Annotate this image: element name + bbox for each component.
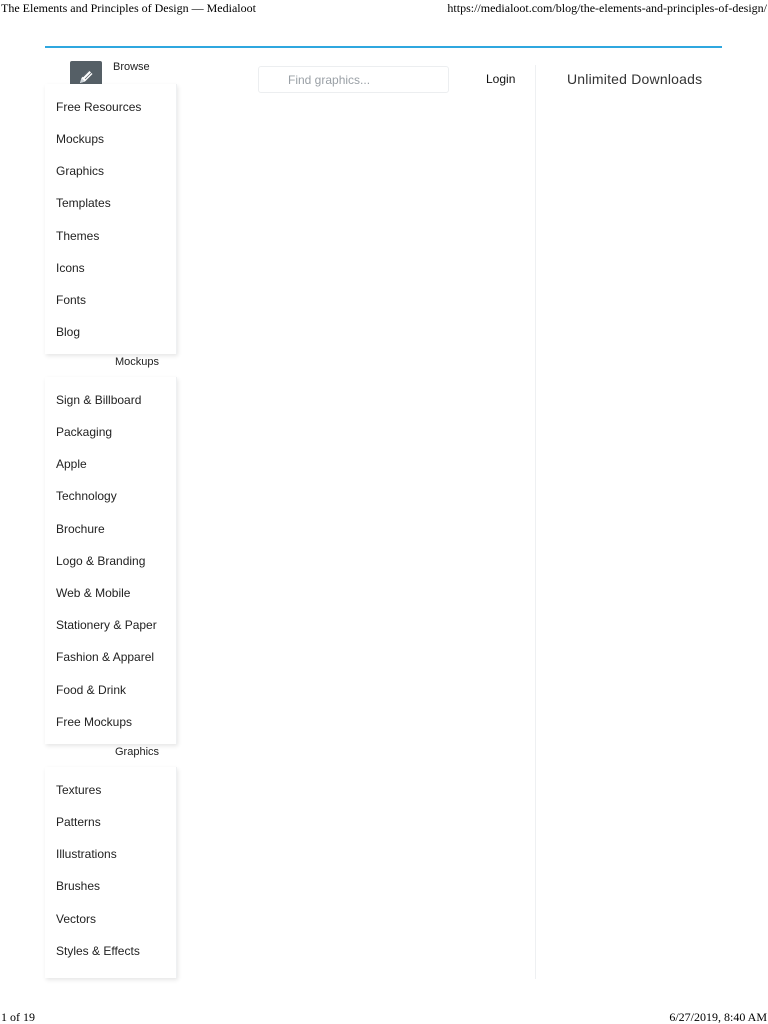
menu-item-web-mobile[interactable]: Web & Mobile xyxy=(56,586,131,600)
menu-item-blog[interactable]: Blog xyxy=(56,325,81,339)
menu-item-food-drink[interactable]: Food & Drink xyxy=(56,683,127,697)
header-accent-rule xyxy=(45,46,722,48)
menu-item-styles-effects[interactable]: Styles & Effects xyxy=(56,944,140,958)
menu-item-icons[interactable]: Icons xyxy=(56,261,85,275)
menu-item-mockups[interactable]: Mockups xyxy=(56,132,105,146)
menu-item-textures[interactable]: Textures xyxy=(56,783,102,797)
menu-item-brushes[interactable]: Brushes xyxy=(56,879,101,893)
menu-item-apple[interactable]: Apple xyxy=(56,457,87,471)
login-link[interactable]: Login xyxy=(486,72,516,86)
menu-item-illustrations[interactable]: Illustrations xyxy=(56,847,117,861)
menu-item-templates[interactable]: Templates xyxy=(56,196,111,210)
menu-item-fashion-apparel[interactable]: Fashion & Apparel xyxy=(56,650,155,664)
menu-item-sign-billboard[interactable]: Sign & Billboard xyxy=(56,393,142,407)
menu-item-themes[interactable]: Themes xyxy=(56,229,100,243)
print-page-title: The Elements and Principles of Design — Medialoot xyxy=(1,1,256,15)
menu-item-fonts[interactable]: Fonts xyxy=(56,293,87,307)
graphics-menu-panel xyxy=(45,767,177,978)
search-placeholder: Find graphics... xyxy=(288,72,371,87)
menu-item-logo-branding[interactable]: Logo & Branding xyxy=(56,554,146,568)
menu-item-free-mockups[interactable]: Free Mockups xyxy=(56,715,133,729)
graphics-section-label[interactable]: Graphics xyxy=(115,746,160,758)
menu-item-patterns[interactable]: Patterns xyxy=(56,815,101,829)
print-page-number: 1 of 19 xyxy=(1,1010,35,1024)
menu-item-stationery-paper[interactable]: Stationery & Paper xyxy=(56,618,157,632)
search-input[interactable] xyxy=(258,66,449,93)
menu-item-technology[interactable]: Technology xyxy=(56,489,117,503)
print-datetime: 6/27/2019, 8:40 AM xyxy=(669,1010,767,1024)
print-page-url: https://medialoot.com/blog/the-elements-and-principles-of-design/ xyxy=(447,1,767,15)
browse-menu-panel xyxy=(45,84,177,354)
menu-item-graphics[interactable]: Graphics xyxy=(56,164,105,178)
unlimited-downloads-link[interactable]: Unlimited Downloads xyxy=(567,71,703,87)
menu-item-brochure[interactable]: Brochure xyxy=(56,522,105,536)
mockups-menu-panel xyxy=(45,377,177,744)
menu-item-packaging[interactable]: Packaging xyxy=(56,425,113,439)
browse-menu-toggle[interactable]: Browse xyxy=(113,61,150,73)
menu-item-vectors[interactable]: Vectors xyxy=(56,912,97,926)
sidebar-divider xyxy=(535,65,536,979)
menu-item-free-resources[interactable]: Free Resources xyxy=(56,100,142,114)
mockups-section-label[interactable]: Mockups xyxy=(115,356,160,368)
